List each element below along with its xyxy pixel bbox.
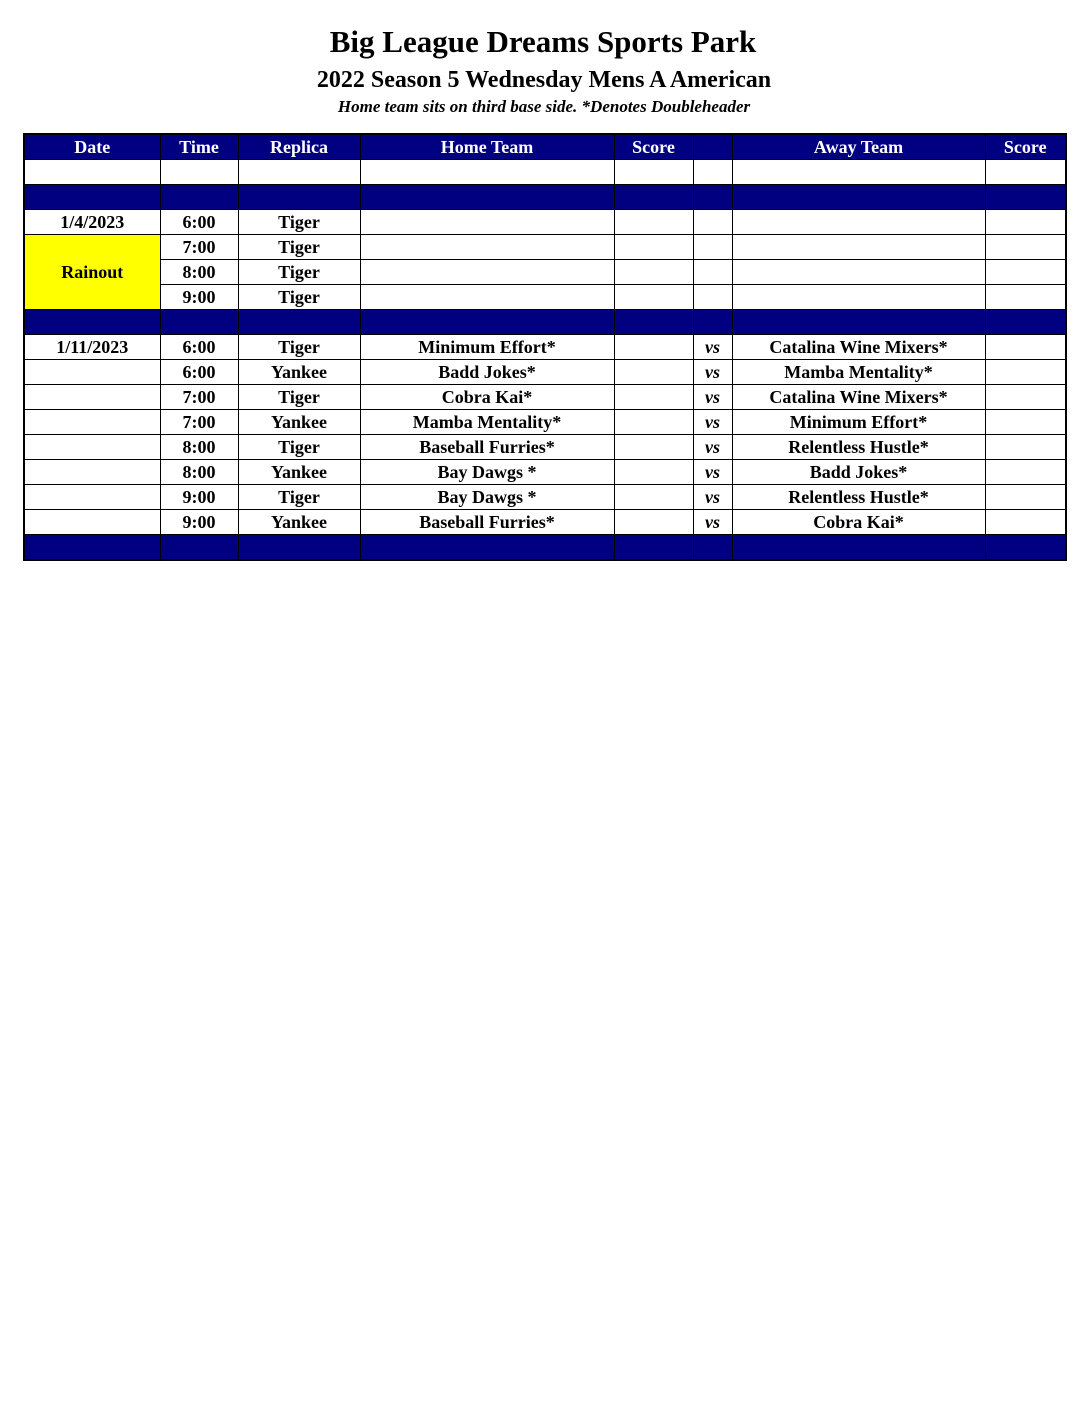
away-team-cell: Badd Jokes* [732, 460, 985, 485]
table-row [24, 385, 1066, 410]
away-score-cell [985, 385, 1066, 410]
col-header-time: Time [160, 134, 238, 160]
time-cell: 6:00 [160, 210, 238, 235]
replica-cell: Tiger [238, 260, 360, 285]
rainout-badge: Rainout [24, 235, 160, 310]
separator-row [24, 310, 1066, 335]
home-team-cell: Mamba Mentality* [360, 410, 614, 435]
home-score-cell [614, 335, 693, 360]
vs-cell: vs [693, 460, 732, 485]
schedule-table [23, 133, 1067, 561]
away-team-cell: Catalina Wine Mixers* [732, 385, 985, 410]
home-score-cell [614, 360, 693, 385]
date-cell [24, 360, 160, 385]
page-subtitle: 2022 Season 5 Wednesday Mens A American [316, 67, 772, 93]
time-cell: 6:00 [160, 360, 238, 385]
home-team-cell: Baseball Furries* [360, 510, 614, 535]
home-score-cell [614, 385, 693, 410]
date-cell [24, 485, 160, 510]
date-cell [24, 385, 160, 410]
home-team-cell: Bay Dawgs * [360, 485, 614, 510]
home-team-cell: Baseball Furries* [360, 435, 614, 460]
away-team-cell: Relentless Hustle* [732, 485, 985, 510]
away-score-cell [985, 335, 1066, 360]
away-team-cell: Catalina Wine Mixers* [732, 335, 985, 360]
blank-row [24, 160, 1066, 185]
away-team-cell: Cobra Kai* [732, 510, 985, 535]
vs-cell: vs [693, 335, 732, 360]
replica-cell: Tiger [238, 335, 360, 360]
page-header [0, 22, 1088, 118]
home-score-cell [614, 435, 693, 460]
vs-cell: vs [693, 410, 732, 435]
vs-cell: vs [693, 510, 732, 535]
schedule-note: Home team sits on third base side. *Denotes Doubleheader [337, 97, 751, 116]
replica-cell: Tiger [238, 485, 360, 510]
replica-cell: Yankee [238, 510, 360, 535]
time-cell: 9:00 [160, 485, 238, 510]
time-cell: 7:00 [160, 235, 238, 260]
col-header-vs [693, 134, 732, 160]
away-score-cell [985, 460, 1066, 485]
time-cell: 7:00 [160, 410, 238, 435]
replica-cell: Tiger [238, 435, 360, 460]
time-cell: 8:00 [160, 260, 238, 285]
replica-cell: Yankee [238, 360, 360, 385]
table-row [24, 485, 1066, 510]
table-row [24, 435, 1066, 460]
replica-cell: Tiger [238, 210, 360, 235]
home-score-cell [614, 460, 693, 485]
time-cell: 6:00 [160, 335, 238, 360]
table-row [24, 510, 1066, 535]
date-cell [24, 410, 160, 435]
table-row [24, 335, 1066, 360]
table-row [24, 210, 1066, 235]
separator-row [24, 535, 1066, 561]
date-cell [24, 460, 160, 485]
table-row [24, 410, 1066, 435]
home-team-cell: Minimum Effort* [360, 335, 614, 360]
col-header-home-team: Home Team [360, 134, 614, 160]
page-title: Big League Dreams Sports Park [329, 24, 757, 59]
table-row [24, 285, 1066, 310]
home-score-cell [614, 410, 693, 435]
table-row [24, 260, 1066, 285]
time-cell: 8:00 [160, 460, 238, 485]
table-row [24, 460, 1066, 485]
date-cell [24, 435, 160, 460]
time-cell: 7:00 [160, 385, 238, 410]
replica-cell: Yankee [238, 460, 360, 485]
date-cell [24, 510, 160, 535]
date-cell: 1/11/2023 [24, 335, 160, 360]
home-score-cell [614, 510, 693, 535]
home-team-cell: Bay Dawgs * [360, 460, 614, 485]
col-header-home-score: Score [614, 134, 693, 160]
col-header-replica: Replica [238, 134, 360, 160]
vs-cell: vs [693, 385, 732, 410]
header-row [24, 134, 1066, 160]
table-row [24, 235, 1066, 260]
home-team-cell: Cobra Kai* [360, 385, 614, 410]
col-header-away-team: Away Team [732, 134, 985, 160]
home-team-cell: Badd Jokes* [360, 360, 614, 385]
col-header-away-score: Score [985, 134, 1066, 160]
time-cell: 9:00 [160, 285, 238, 310]
away-score-cell [985, 510, 1066, 535]
separator-row [24, 185, 1066, 210]
away-team-cell: Minimum Effort* [732, 410, 985, 435]
time-cell: 8:00 [160, 435, 238, 460]
away-score-cell [985, 485, 1066, 510]
away-score-cell [985, 410, 1066, 435]
replica-cell: Tiger [238, 285, 360, 310]
vs-cell: vs [693, 360, 732, 385]
time-cell: 9:00 [160, 510, 238, 535]
home-score-cell [614, 485, 693, 510]
away-score-cell [985, 435, 1066, 460]
col-header-date: Date [24, 134, 160, 160]
vs-cell: vs [693, 435, 732, 460]
date-cell: 1/4/2023 [24, 210, 160, 235]
replica-cell: Yankee [238, 410, 360, 435]
replica-cell: Tiger [238, 385, 360, 410]
away-team-cell: Relentless Hustle* [732, 435, 985, 460]
away-score-cell [985, 360, 1066, 385]
table-row [24, 360, 1066, 385]
vs-cell: vs [693, 485, 732, 510]
replica-cell: Tiger [238, 235, 360, 260]
away-team-cell: Mamba Mentality* [732, 360, 985, 385]
